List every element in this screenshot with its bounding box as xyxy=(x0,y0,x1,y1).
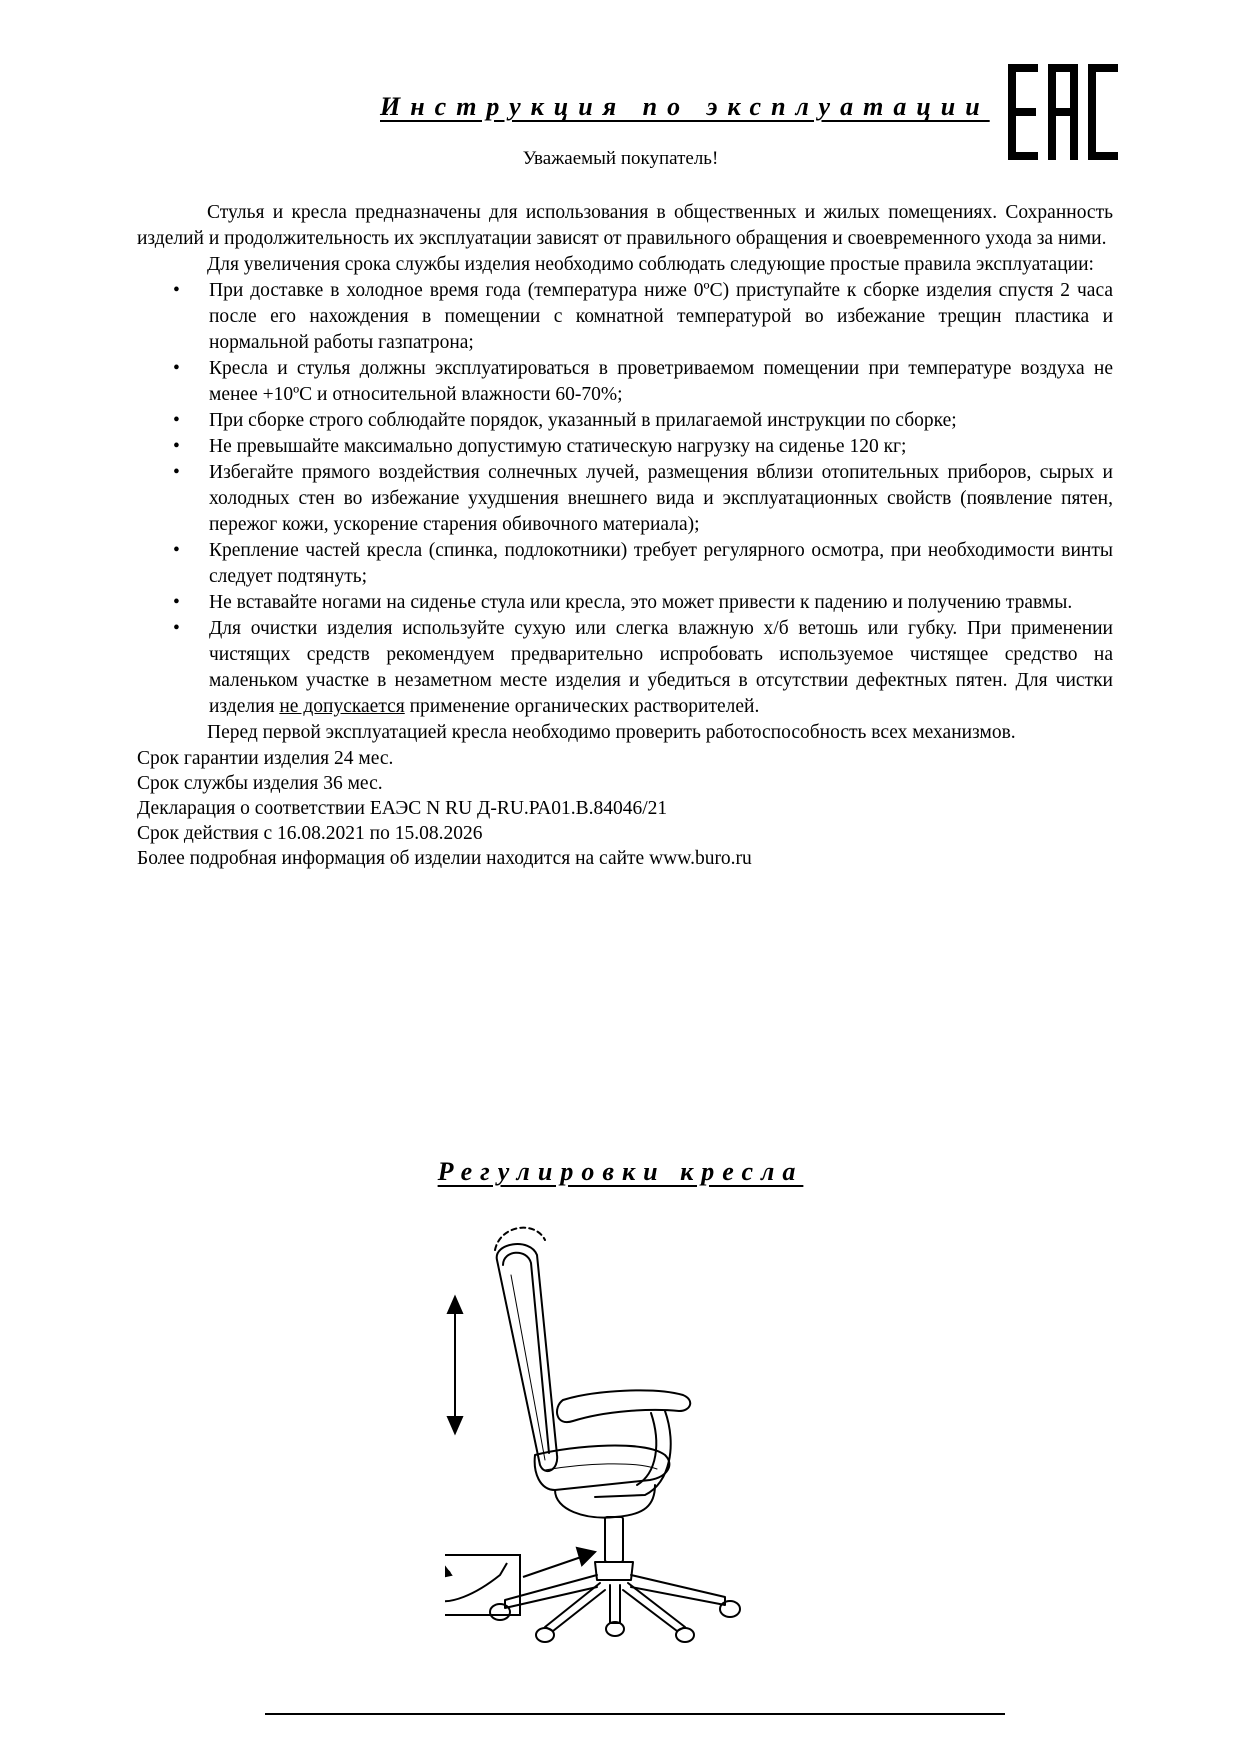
bullet-icon: • xyxy=(173,540,180,561)
bottom-rule xyxy=(265,1713,1005,1715)
list-item: • При сборке строго соблюдайте порядок, указанный в прилагаемой инструкции по сборке; xyxy=(137,408,1113,434)
list-item: • Не вставайте ногами на сиденье стула или кресла, это может привести к падению и получению травмы. xyxy=(137,590,1113,616)
list-item: • При доставке в холодное время года (температура ниже 0ºС) приступайте к сборке изделия спустя 2 часа после его нахождения в помещении с комнатной температурой во избежание трещин пластика и нормальной работы газпатрона; xyxy=(173,280,1113,353)
bullet-icon: • xyxy=(173,358,180,379)
warranty-line: Срок гарантии изделия 24 мес. xyxy=(137,748,394,769)
intro-paragraph-1: Стулья и кресла предназначены для использования в общественных и жилых помещениях. Сохранность изделий и продолжительность их эксплуатации зависят от правильного обращения и своевременного ухода за ними. xyxy=(137,202,1113,249)
instructions-body xyxy=(137,200,1113,871)
eac-mark-logo xyxy=(1008,64,1120,160)
underlined-warning: не допускается xyxy=(279,696,405,717)
list-item: • Кресла и стулья должны эксплуатироваться в проветриваемом помещении при температуре воздуха не менее +10ºС и относительной влажности 60-70%; xyxy=(173,358,1113,405)
bullet-icon: • xyxy=(173,436,180,457)
list-item: • Для очистки изделия используйте сухую или слегка влажную х/б ветошь или губку. При применении чистящих средств рекомендуем предварительно испробовать используемое чистящее средство на маленьком участке в незаметном месте изделия и убедиться в отсутствии дефектных пятен. Для чистки изделия не допускается применение органических растворителей. xyxy=(173,618,1113,717)
list-item: • Не превышайте максимально допустимую статическую нагрузку на сиденье 120 кг; xyxy=(137,434,1113,460)
rules-list xyxy=(137,278,1113,720)
service-life-line: Срок службы изделия 36 мес. xyxy=(137,773,383,794)
bullet-icon: • xyxy=(173,462,180,483)
greeting: Уважаемый покупатель! xyxy=(522,148,719,169)
website-line: Более подробная информация об изделии находится на сайте www.buro.ru xyxy=(137,848,752,869)
list-item: • Крепление частей кресла (спинка, подлокотники) требует регулярного осмотра, при необходимости винты следует подтянуть; xyxy=(173,540,1113,587)
bullet-icon: • xyxy=(173,410,180,431)
intro-paragraph-2: Для увеличения срока службы изделия необходимо соблюдать следующие простые правила эксплуатации: xyxy=(207,254,1094,275)
check-paragraph: Перед первой эксплуатацией кресла необходимо проверить работоспособность всех механизмов. xyxy=(207,722,1016,743)
page-title: Инструкция по эксплуатации xyxy=(380,92,990,121)
bullet-icon: • xyxy=(173,592,180,613)
validity-line: Срок действия с 16.08.2021 по 15.08.2026 xyxy=(137,823,483,844)
bullet-icon: • xyxy=(173,618,180,639)
section-title-adjustments: Регулировки кресла xyxy=(437,1157,804,1186)
list-item: • Избегайте прямого воздействия солнечных лучей, размещения вблизи отопительных приборов, сырых и холодных стен во избежание ухудшения внешнего вида и эксплуатационных свойств (появление пятен, пережог кожи, ускорение старения обивочного материала); xyxy=(173,462,1113,535)
chair-adjustment-illustration xyxy=(445,1215,805,1645)
bullet-icon: • xyxy=(173,280,180,301)
declaration-line: Декларация о соответствии ЕАЭС N RU Д-RU.РА01.В.84046/21 xyxy=(137,798,668,819)
